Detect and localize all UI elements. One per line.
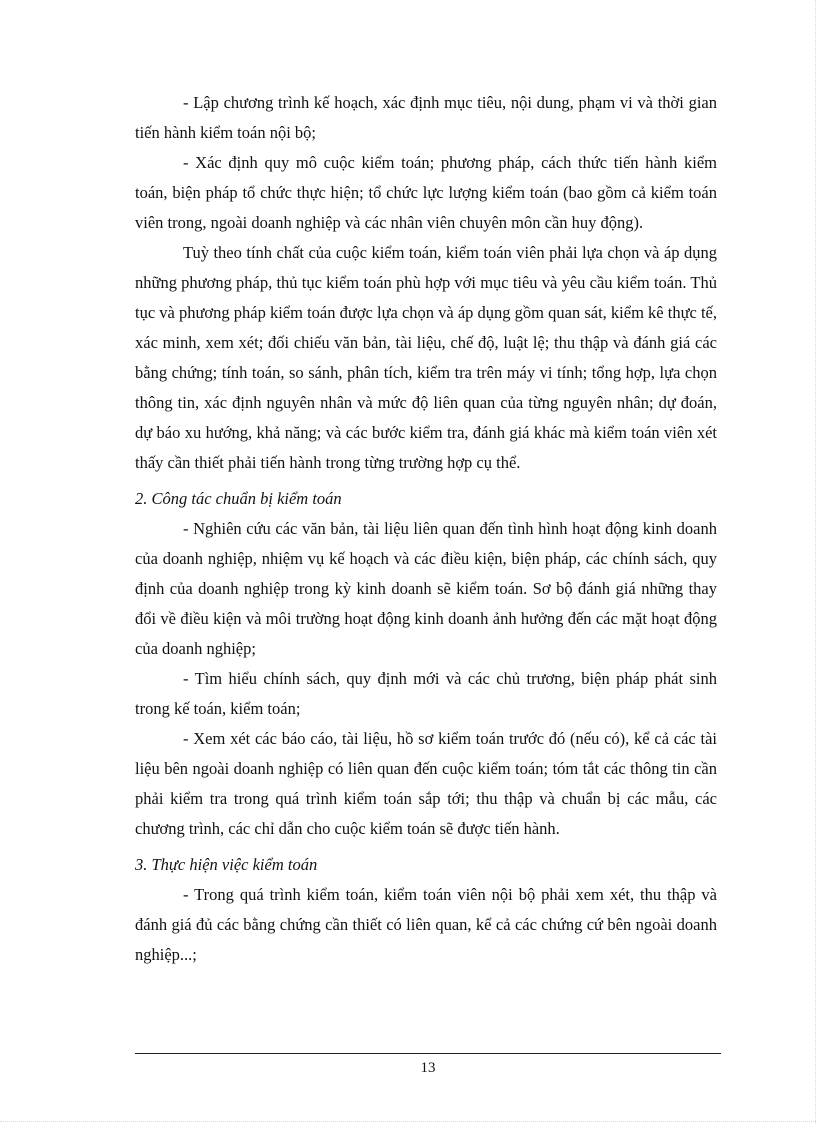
footer-rule — [135, 1053, 721, 1054]
paragraph-plan: - Lập chương trình kế hoạch, xác định mục tiêu, nội dung, phạm vi và thời gian tiến hành kiểm toán nội bộ; — [135, 93, 717, 142]
paragraph-scope: - Xác định quy mô cuộc kiểm toán; phương pháp, cách thức tiến hành kiểm toán, biện pháp tổ chức thực hiện; tổ chức lực lượng kiểm toán (bao gồm cả kiểm toán viên trong, ngoài doanh nghiệp và các nhân viên chuyên môn cần huy động). — [135, 153, 717, 232]
section-heading-preparation: 2. Công tác chuẩn bị kiểm toán — [135, 489, 342, 508]
paragraph-evidence: - Trong quá trình kiểm toán, kiểm toán viên nội bộ phải xem xét, thu thập và đánh giá đủ các bằng chứng cần thiết có liên quan, kể cả các chứng cứ bên ngoài doanh nghiệp...; — [135, 885, 717, 964]
paragraph-review-reports: - Xem xét các báo cáo, tài liệu, hồ sơ kiểm toán trước đó (nếu có), kể cả các tài liệu bên ngoài doanh nghiệp có liên quan đến cuộc kiểm toán; tóm tắt các thông tin cần phải kiểm tra trong quá trình kiểm toán sắp tới; thu thập và chuẩn bị các mẫu, các chương trình, các chỉ dẫn cho cuộc kiểm toán sẽ được tiến hành. — [135, 729, 717, 838]
page-content — [135, 88, 717, 970]
page-number: 13 — [420, 1060, 436, 1076]
section-heading-execution: 3. Thực hiện việc kiểm toán — [135, 855, 318, 874]
paragraph-research: - Nghiên cứu các văn bản, tài liệu liên quan đến tình hình hoạt động kinh doanh của doanh nghiệp, nhiệm vụ kế hoạch và các điều kiện, biện pháp, các chính sách, quy định của doanh nghiệp trong kỳ kinh doanh sẽ kiểm toán. Sơ bộ đánh giá những thay đổi về điều kiện và môi trường hoạt động kinh doanh ảnh hưởng đến các mặt hoạt động của doanh nghiệp; — [135, 519, 717, 658]
paragraph-methods: Tuỳ theo tính chất của cuộc kiểm toán, kiểm toán viên phải lựa chọn và áp dụng những phương pháp, thủ tục kiểm toán phù hợp với mục tiêu và yêu cầu kiểm toán. Thủ tục và phương pháp kiểm toán được lựa chọn và áp dụng gồm quan sát, kiểm kê thực tế, xác minh, xem xét; đối chiếu văn bản, tài liệu, chế độ, luật lệ; thu thập và đánh giá các bằng chứng; tính toán, so sánh, phân tích, kiểm tra trên máy vi tính; tổng hợp, lựa chọn thông tin, xác định nguyên nhân và mức độ liên quan của từng nguyên nhân; dự đoán, dự báo xu hướng, khả năng; và các bước kiểm tra, đánh giá khác mà kiểm toán viên xét thấy cần thiết phải tiến hành trong từng trường hợp cụ thể. — [135, 243, 717, 472]
paragraph-policies: - Tìm hiểu chính sách, quy định mới và các chủ trương, biện pháp phát sinh trong kế toán, kiểm toán; — [135, 669, 717, 718]
page-edge-bottom — [0, 1121, 816, 1122]
